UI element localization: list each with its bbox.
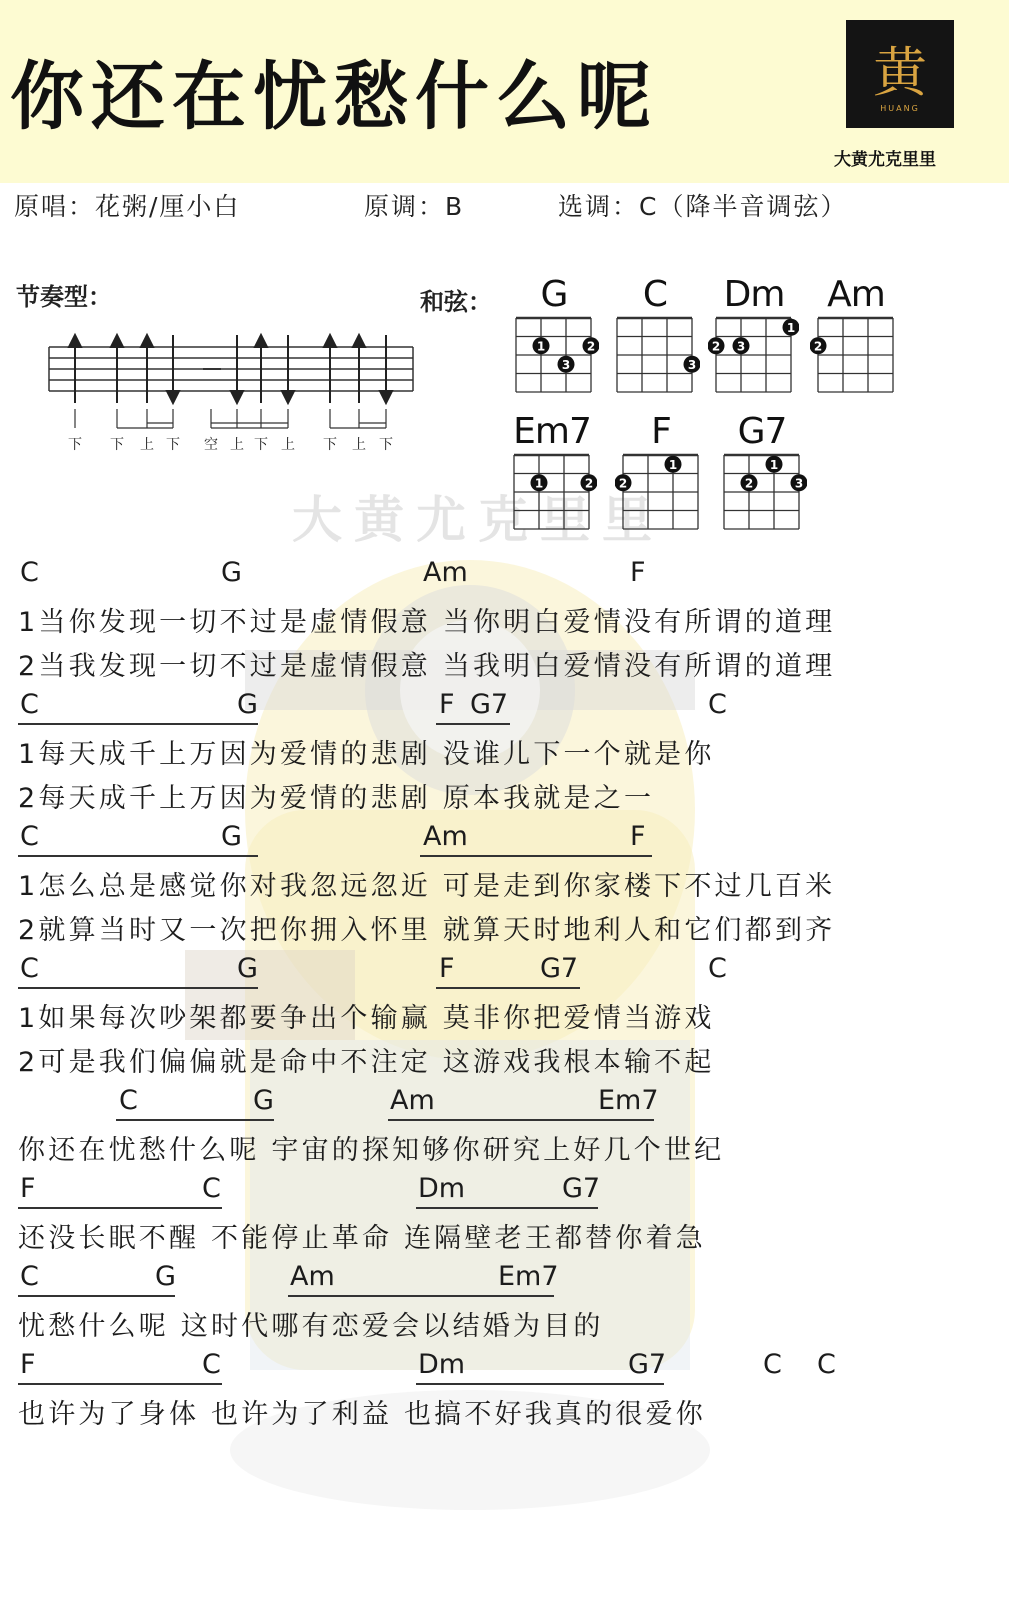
original-key: 原调：B — [364, 192, 465, 221]
chord-underline — [288, 1295, 554, 1297]
chord-underline — [436, 987, 580, 989]
stroke-label: 下 — [68, 437, 82, 453]
chord-symbol: Am — [390, 1085, 435, 1116]
chord-symbol: G — [237, 953, 258, 984]
chord-symbol: F — [439, 689, 455, 720]
logo-sub: HUANG — [880, 104, 920, 113]
chord-symbol: Dm — [418, 1173, 466, 1204]
chord-name: Am — [827, 274, 885, 315]
chord-diagram — [708, 316, 799, 407]
chord-symbol: C — [708, 689, 727, 720]
finger-number: 2 — [586, 339, 596, 354]
chord-underline — [18, 1383, 222, 1385]
stroke-label: 空 — [204, 437, 218, 453]
logo-char: 黄 — [873, 41, 927, 104]
finger-number: 1 — [534, 476, 544, 491]
chord-symbol: G — [155, 1261, 176, 1292]
stroke-label: 下 — [166, 437, 180, 453]
chord-symbol: Am — [290, 1261, 335, 1292]
stroke-label: 下 — [323, 437, 337, 453]
chosen-key: 选调：C（降半音调弦） — [558, 192, 848, 221]
lyric-line: 还没长眠不醒 不能停止革命 连隔壁老王都替你着急 — [18, 1223, 706, 1254]
chord-symbol: G — [221, 821, 242, 852]
finger-number: 1 — [668, 457, 678, 472]
finger-number: 3 — [736, 339, 746, 354]
finger-number: 3 — [561, 357, 571, 372]
chord-underline — [18, 855, 258, 857]
lyric-line: 2当我发现一切不过是虚情假意 当我明白爱情没有所谓的道理 — [18, 651, 836, 682]
chord-underline — [436, 723, 510, 725]
chord-symbol: F — [20, 1173, 36, 1204]
chord-diagram — [506, 453, 597, 544]
lyric-line: 2就算当时又一次把你拥入怀里 就算天时地利人和它们都到齐 — [18, 915, 836, 946]
stroke-label: 上 — [352, 437, 366, 453]
chord-name: Em7 — [513, 411, 591, 452]
finger-number: 1 — [536, 339, 546, 354]
finger-number: 2 — [744, 476, 754, 491]
chord-symbol: C — [20, 689, 39, 720]
chord-symbol: C — [202, 1349, 221, 1380]
finger-number: 1 — [769, 457, 779, 472]
chord-underline — [18, 723, 258, 725]
chord-symbol: F — [630, 821, 646, 852]
finger-number: 1 — [786, 320, 796, 335]
chord-underline — [416, 1207, 598, 1209]
lyric-line: 1如果每次吵架都要争出个输赢 莫非你把爱情当游戏 — [18, 1003, 715, 1034]
chord-diagram — [508, 316, 599, 407]
original-singer: 原唱：花粥/厘小白 — [14, 192, 241, 221]
chord-underline — [416, 1383, 664, 1385]
finger-number: 2 — [584, 476, 594, 491]
chord-symbol: Am — [423, 821, 468, 852]
stroke-label: 下 — [254, 437, 268, 453]
chord-symbol: F — [439, 953, 455, 984]
stroke-label: 上 — [140, 437, 154, 453]
chord-symbol: Em7 — [498, 1261, 559, 1292]
chord-diagram — [609, 316, 700, 407]
finger-number: 2 — [711, 339, 721, 354]
finger-number: 3 — [687, 357, 697, 372]
chord-symbol: G — [237, 689, 258, 720]
chord-symbol: F — [20, 1349, 36, 1380]
chord-underline — [116, 1119, 274, 1121]
song-title: 你还在忧愁什么呢 — [10, 54, 658, 140]
lyric-line: 1怎么总是感觉你对我忽远忽近 可是走到你家楼下不过几百米 — [18, 871, 836, 902]
stroke-label: 下 — [110, 437, 124, 453]
chord-symbol: G7 — [470, 689, 509, 720]
lyric-line: 1当你发现一切不过是虚情假意 当你明白爱情没有所谓的道理 — [18, 607, 836, 638]
chord-symbol: G — [221, 557, 242, 588]
lyric-line: 也许为了身体 也许为了利益 也搞不好我真的很爱你 — [18, 1399, 706, 1430]
chord-diagram — [810, 316, 901, 407]
rhythm-label: 节奏型： — [16, 283, 112, 311]
watermark: 大黄尤克里里 — [292, 491, 664, 549]
finger-number: 3 — [794, 476, 804, 491]
stroke-label: 上 — [281, 437, 295, 453]
lyric-line: 2每天成千上万因为爱情的悲剧 原本我就是之一 — [18, 783, 655, 814]
stroke-label: 下 — [379, 437, 393, 453]
lyric-line: 2可是我们偏偏就是命中不注定 这游戏我根本输不起 — [18, 1047, 715, 1078]
chord-symbol: C — [708, 953, 727, 984]
strum-pattern — [45, 325, 415, 430]
brand-logo — [846, 20, 954, 128]
chords-label: 和弦： — [420, 288, 492, 316]
chord-symbol: G7 — [540, 953, 579, 984]
chord-underline — [420, 855, 652, 857]
chord-symbol: G7 — [628, 1349, 667, 1380]
chord-diagram — [615, 453, 706, 544]
chord-symbol: Em7 — [598, 1085, 659, 1116]
chord-symbol: C — [817, 1349, 836, 1380]
chord-name: G — [540, 274, 568, 315]
chord-underline — [18, 1207, 222, 1209]
chord-name: G7 — [737, 411, 787, 452]
chord-name: F — [651, 411, 671, 452]
chord-underline — [18, 1295, 175, 1297]
chord-diagram — [716, 453, 807, 544]
chord-symbol: C — [202, 1173, 221, 1204]
chord-name: C — [642, 274, 668, 315]
chord-symbol: Am — [423, 557, 468, 588]
chord-symbol: C — [20, 821, 39, 852]
chord-name: Dm — [723, 274, 785, 315]
brand-name: 大黄尤克里里 — [834, 150, 936, 170]
chord-symbol: G7 — [562, 1173, 601, 1204]
finger-number: 2 — [813, 339, 823, 354]
chord-underline — [18, 987, 258, 989]
lyric-line: 1每天成千上万因为爱情的悲剧 没谁儿下一个就是你 — [18, 739, 715, 770]
chord-symbol: F — [630, 557, 646, 588]
chord-symbol: C — [119, 1085, 138, 1116]
lyric-line: 你还在忧愁什么呢 宇宙的探知够你研究上好几个世纪 — [18, 1135, 725, 1166]
chord-symbol: C — [20, 557, 39, 588]
chord-symbol: Dm — [418, 1349, 466, 1380]
chord-symbol: C — [20, 1261, 39, 1292]
chord-symbol: C — [763, 1349, 782, 1380]
chord-symbol: G — [253, 1085, 274, 1116]
lyric-line: 忧愁什么呢 这时代哪有恋爱会以结婚为目的 — [18, 1311, 604, 1342]
chord-symbol: C — [20, 953, 39, 984]
chord-underline — [388, 1119, 654, 1121]
finger-number: 2 — [618, 476, 628, 491]
stroke-label: 上 — [230, 437, 244, 453]
